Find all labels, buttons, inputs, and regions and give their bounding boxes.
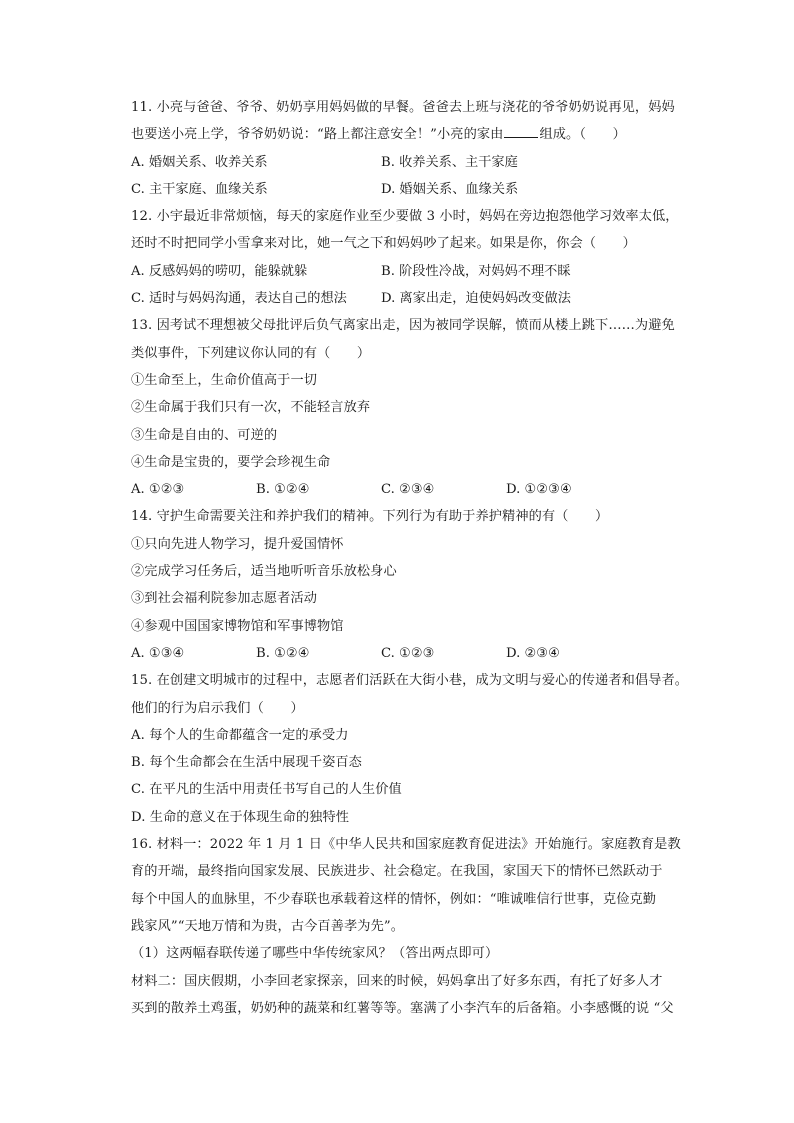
option-a[interactable]: A. 每个人的生命都蕴含一定的承受力 xyxy=(131,727,349,743)
question-13-stem-line-1: 13. 因考试不理想被父母批评后负气离家出走，因为被同学误解，愤而从楼上跳下……为避免 xyxy=(131,318,675,334)
question-11-stem-part-a: 也要送小亮上学，爷爷奶奶说：“路上都注意安全！”小亮的家由 xyxy=(131,127,504,143)
question-11-options-row-2 xyxy=(131,176,691,203)
option-a[interactable]: A. 反感妈妈的唠叨，能躲就躲 xyxy=(131,263,308,279)
question-14-item-4: ④参观中国国家博物馆和军事博物馆 xyxy=(131,618,344,634)
question-16 xyxy=(131,831,691,1022)
option-b[interactable]: B. ①②④ xyxy=(256,482,310,498)
question-11-options-row-1 xyxy=(131,149,691,176)
question-16-material-2-line-1: 材料二：国庆假期，小李回老家探亲，回来的时候，妈妈拿出了好多东西，有托了好多人才 xyxy=(131,973,663,989)
option-b[interactable]: B. 每个生命都会在生活中展现千姿百态 xyxy=(131,755,362,771)
question-14-options xyxy=(131,640,691,667)
question-14-item-3: ③到社会福利院参加志愿者活动 xyxy=(131,591,318,607)
question-14 xyxy=(131,503,691,667)
question-11-stem-line-2 xyxy=(131,121,691,148)
question-16-sub-question-1: （1）这两幅春联传递了哪些中华传统家风？（答出两点即可） xyxy=(131,946,499,962)
question-13-item-1: ①生命至上，生命价值高于一切 xyxy=(131,372,318,388)
option-c[interactable]: C. 在平凡的生活中用责任书写自己的人生价值 xyxy=(131,782,402,798)
option-b[interactable]: B. 阶段性冷战，对妈妈不理不睬 xyxy=(381,263,571,279)
option-d[interactable]: D. 离家出走，迫使妈妈改变做法 xyxy=(381,291,571,307)
option-c[interactable]: C. ①②③ xyxy=(381,645,435,661)
question-11 xyxy=(131,94,691,203)
question-11-stem-line-1: 11. 小亮与爸爸、爷爷、奶奶享用妈妈做的早餐。爸爸去上班与浇花的爷爷奶奶说再见，妈妈 xyxy=(131,100,675,115)
fill-in-blank[interactable] xyxy=(504,124,538,138)
question-13-item-3: ③生命是自由的、可逆的 xyxy=(131,427,278,443)
option-a[interactable]: A. 婚姻关系、收养关系 xyxy=(131,154,268,170)
question-13-options xyxy=(131,476,691,503)
option-c[interactable]: C. 适时与妈妈沟通，表达自己的想法 xyxy=(131,291,347,307)
question-14-item-2: ②完成学习任务后，适当地听听音乐放松身心 xyxy=(131,564,397,580)
question-14-stem-line-1: 14. 守护生命需要关注和养护我们的精神。下列行为有助于养护精神的有（ ） xyxy=(131,509,609,525)
question-12-options-row-2 xyxy=(131,285,691,312)
question-13 xyxy=(131,312,691,503)
question-15-stem-line-2: 他们的行为启示我们（ ） xyxy=(131,700,304,716)
option-b[interactable]: B. ①②④ xyxy=(256,645,310,661)
option-d[interactable]: D. 婚姻关系、血缘关系 xyxy=(381,181,519,197)
question-list xyxy=(131,94,691,1022)
question-16-material-2-line-2: 买到的散养土鸡蛋，奶奶种的蔬菜和红薯等等。塞满了小李汽车的后备箱。小李感慨的说 “父 xyxy=(131,1000,674,1016)
option-d[interactable]: D. ①②③④ xyxy=(506,482,572,498)
question-14-item-1: ①只向先进人物学习，提升爱国情怀 xyxy=(131,536,344,552)
option-d[interactable]: D. 生命的意义在于体现生命的独特性 xyxy=(131,809,350,825)
option-a[interactable]: A. ①②③ xyxy=(131,482,185,498)
question-12-options-row-1 xyxy=(131,258,691,285)
question-15 xyxy=(131,667,691,831)
question-16-material-1-line-1: 16. 材料一：2022 年 1 月 1 日《中华人民共和国家庭教育促进法》开始施行。家庭教育是教 xyxy=(131,837,681,853)
option-c[interactable]: C. 主干家庭、血缘关系 xyxy=(131,181,268,197)
question-11-stem-part-b: 组成。（ ） xyxy=(539,127,626,143)
question-16-material-1-line-3: 每个中国人的血脉里，不少春联也承载着这样的情怀，例如：“唯诚唯信行世事，克俭克勤 xyxy=(131,891,657,907)
option-d[interactable]: D. ②③④ xyxy=(506,645,560,661)
option-b[interactable]: B. 收养关系、主干家庭 xyxy=(381,154,518,170)
option-a[interactable]: A. ①③④ xyxy=(131,645,185,661)
question-16-material-1-line-2: 育的开端，最终指向国家发展、民族进步、社会稳定。在我国，家国天下的情怀已然跃动于 xyxy=(131,864,663,880)
question-12-stem-line-1: 12. 小宇最近非常烦恼，每天的家庭作业至少要做 3 小时，妈妈在旁边抱怨他学习效率太低， xyxy=(131,209,679,225)
question-12 xyxy=(131,203,691,312)
question-12-stem-line-2: 还时不时把同学小雪拿来对比，她一气之下和妈妈吵了起来。如果是你，你会（ ） xyxy=(131,236,636,252)
question-13-item-2: ②生命属于我们只有一次，不能轻言放弃 xyxy=(131,400,371,416)
question-16-material-1-line-4: 践家风”“天地万情和为贵，古今百善孝为先”。 xyxy=(131,918,404,934)
question-13-stem-line-2: 类似事件，下列建议你认同的有（ ） xyxy=(131,345,371,361)
option-c[interactable]: C. ②③④ xyxy=(381,482,435,498)
question-15-stem-line-1: 15. 在创建文明城市的过程中，志愿者们活跃在大街小巷，成为文明与爱心的传递者和倡导者。 xyxy=(131,673,689,689)
question-13-item-4: ④生命是宝贵的，要学会珍视生命 xyxy=(131,454,331,470)
